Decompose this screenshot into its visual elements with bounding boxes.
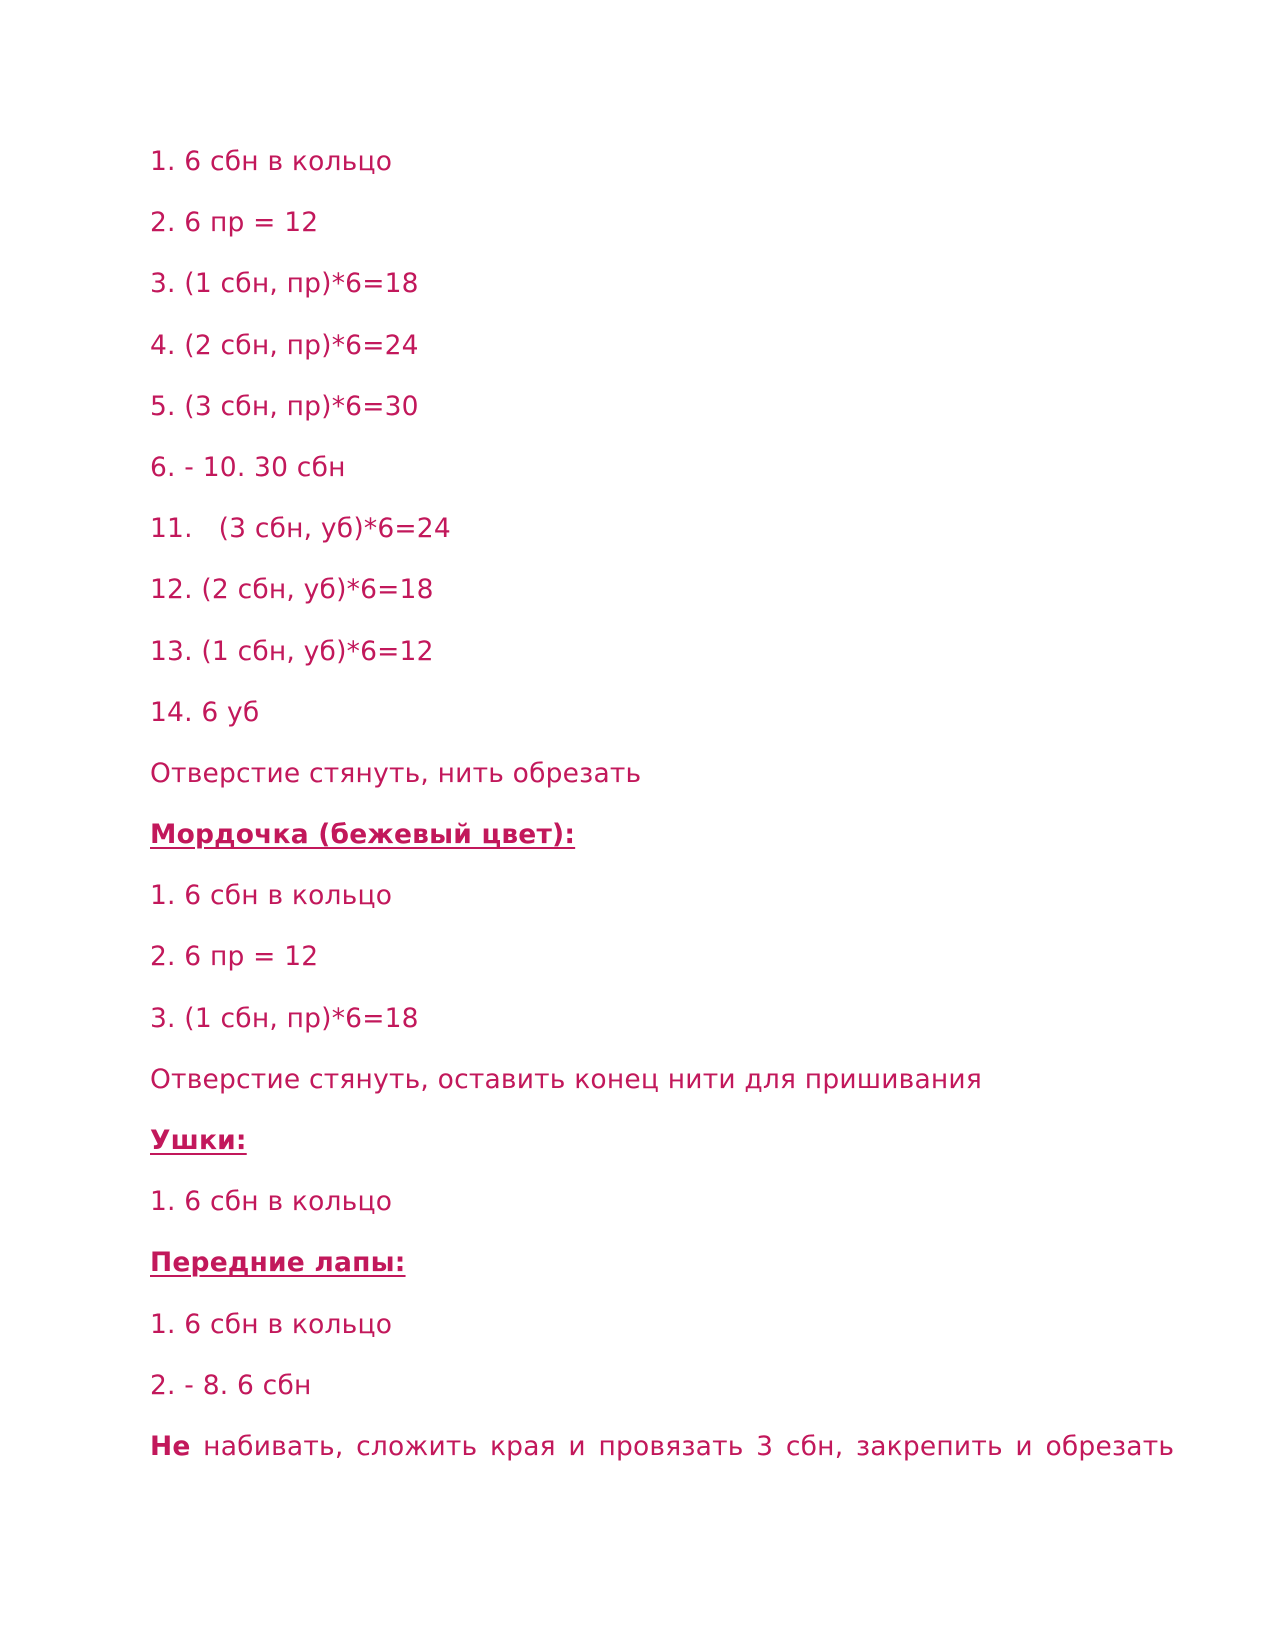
- row-13: 13. (1 сбн, уб)*6=12: [150, 635, 434, 667]
- muzzle-row-3: 3. (1 сбн, пр)*6=18: [150, 1002, 419, 1034]
- row-5: 5. (3 сбн, пр)*6=30: [150, 390, 419, 422]
- row-3: 3. (1 сбн, пр)*6=18: [150, 268, 419, 300]
- paws-row-1: 1. 6 сбн в кольцо: [150, 1308, 393, 1340]
- ears-row-1: 1. 6 сбн в кольцо: [150, 1186, 393, 1218]
- row-4: 4. (2 сбн, пр)*6=24: [150, 329, 419, 361]
- paws-instruction: [150, 1429, 1175, 1490]
- paws-row-2-8: 2. - 8. 6 сбн: [150, 1369, 312, 1401]
- muzzle-instruction: Отверстие стянуть, оставить конец нити для пришивания: [150, 1063, 982, 1095]
- muzzle-row-2: 2. 6 пр = 12: [150, 941, 319, 973]
- paws-instruction-rest: набивать, сложить края и провязать 3 сбн, закрепить и обрезать: [190, 1430, 1175, 1462]
- row-2: 2. 6 пр = 12: [150, 207, 319, 239]
- row-12: 12. (2 сбн, уб)*6=18: [150, 574, 434, 606]
- row-6-10: 6. - 10. 30 сбн: [150, 451, 346, 483]
- heading-muzzle: Мордочка (бежевый цвет):: [150, 819, 576, 851]
- row-14: 14. 6 уб: [150, 696, 260, 728]
- heading-front-paws: Передние лапы:: [150, 1247, 406, 1279]
- paws-instruction-bold: Не: [150, 1430, 191, 1462]
- muzzle-row-1: 1. 6 сбн в кольцо: [150, 880, 393, 912]
- heading-ears: Ушки:: [150, 1125, 247, 1156]
- pattern-page: [150, 144, 1175, 1490]
- instruction-close: Отверстие стянуть, нить обрезать: [150, 757, 642, 789]
- row-11: 11. (3 сбн, уб)*6=24: [150, 513, 451, 545]
- row-1: 1. 6 сбн в кольцо: [150, 146, 393, 177]
